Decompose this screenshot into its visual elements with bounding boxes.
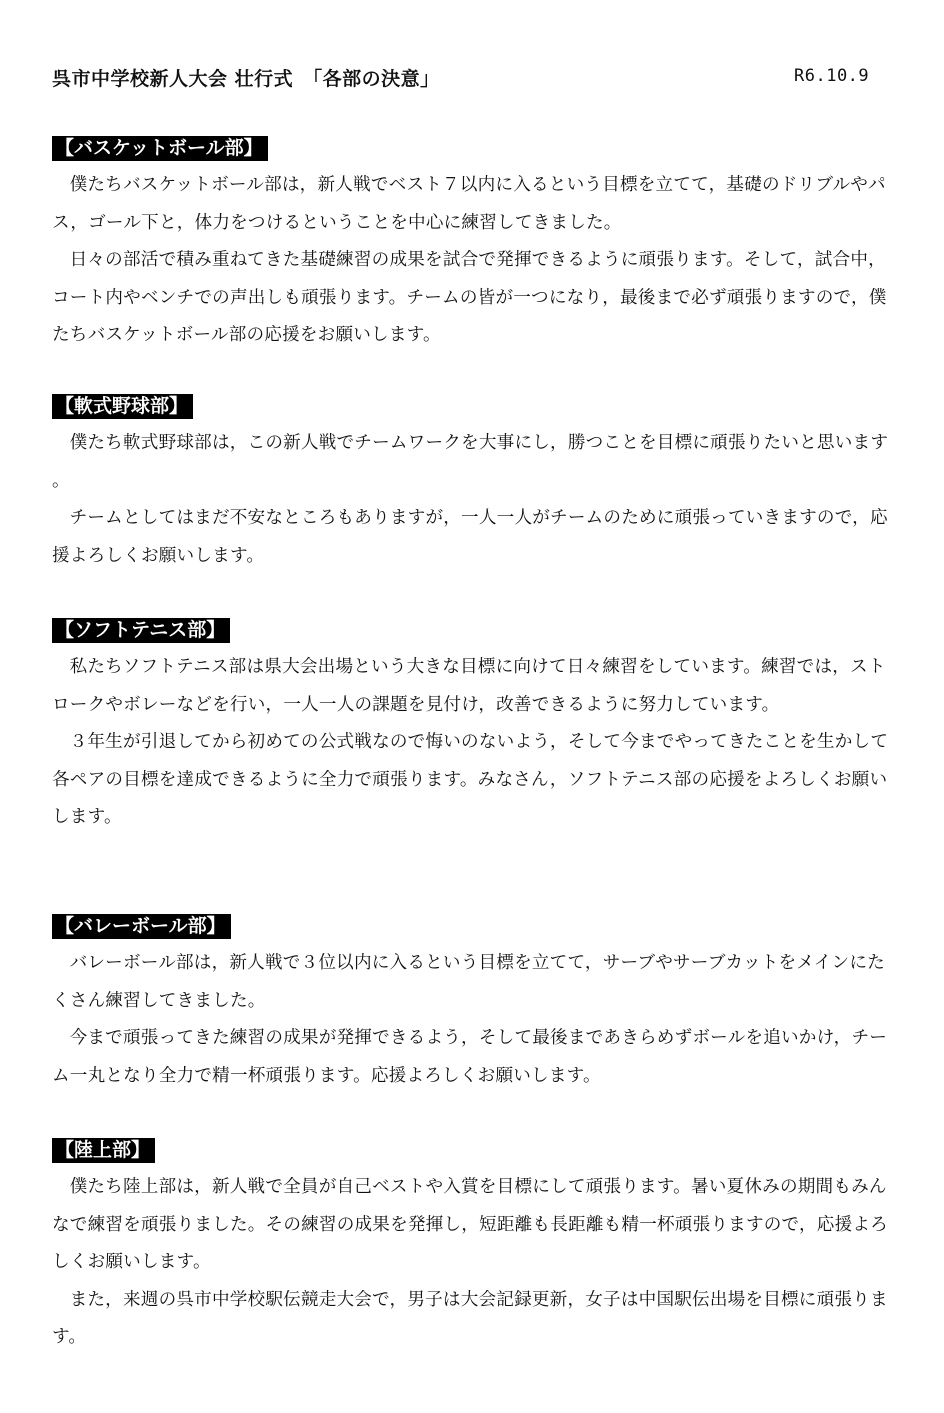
section-paragraph: 僕たち軟式野球部は，この新人戦でチームワークを大事にし，勝つことを目標に頑張りたいと思います。 [52, 433, 889, 491]
section-paragraph: 僕たちバスケットボール部は，新人戦でベスト７以内に入るという目標を立てて，基礎のドリブルやパス，ゴール下と，体力をつけるということを中心に練習してきました。 [52, 175, 886, 233]
section-baseball [52, 394, 892, 575]
section-paragraph: チームとしてはまだ不安なところもありますが，一人一人がチームのために頑張っていきますので，応援よろしくお願いします。 [52, 508, 888, 566]
section-paragraph: 僕たち陸上部は，新人戦で全員が自己ベストや入賞を目標にして頑張ります。暑い夏休みの期間もみんなで練習を頑張りました。その練習の成果を発揮し，短距離も長距離も精一杯頑張りますので，応援よろしくお願いします。 [52, 1177, 888, 1272]
section-heading: 【ソフトテニス部】 [52, 618, 230, 643]
document-title: 呉市中学校新人大会 壮行式 「各部の決意」 [52, 68, 440, 90]
section-track-and-field [52, 1138, 892, 1357]
section-heading: 【バスケットボール部】 [52, 136, 268, 161]
section-paragraph: ３年生が引退してから初めての公式戦なので悔いのないよう，そして今までやってきたことを生かして各ペアの目標を達成できるように全力で頑張ります。みなさん，ソフトテニス部の応援をよろしくお願いします。 [52, 732, 889, 827]
section-basketball [52, 136, 892, 355]
section-heading: 【バレーボール部】 [52, 914, 231, 939]
section-paragraph: また，来週の呉市中学校駅伝競走大会で，男子は大会記録更新，女子は中国駅伝出場を目標に頑張ります。 [52, 1289, 888, 1347]
section-paragraph: 日々の部活で積み重ねてきた基礎練習の成果を試合で発揮できるように頑張ります。そして，試合中，コート内やベンチでの声出しも頑張ります。チームの皆が一つになり，最後まで必ず頑張りますので，僕たちバスケットボール部の応援をお願いします。 [52, 250, 887, 345]
section-paragraph: 私たちソフトテニス部は県大会出場という大きな目標に向けて日々練習をしています。練習では，ストロークやボレーなどを行い，一人一人の課題を見付け，改善できるように努力しています。 [52, 657, 886, 715]
section-soft-tennis [52, 618, 892, 837]
section-heading: 【陸上部】 [52, 1138, 155, 1163]
section-paragraph: バレーボール部は，新人戦で３位以内に入るという目標を立てて，サーブやサーブカットをメインにたくさん練習してきました。 [52, 953, 885, 1011]
section-paragraph: 今まで頑張ってきた練習の成果が発揮できるよう，そして最後まであきらめずボールを追いかけ，チーム一丸となり全力で精一杯頑張ります。応援よろしくお願いします。 [52, 1028, 888, 1086]
document-date: R6.10.9 [794, 66, 870, 86]
section-volleyball [52, 914, 892, 1095]
section-heading: 【軟式野球部】 [52, 394, 193, 419]
